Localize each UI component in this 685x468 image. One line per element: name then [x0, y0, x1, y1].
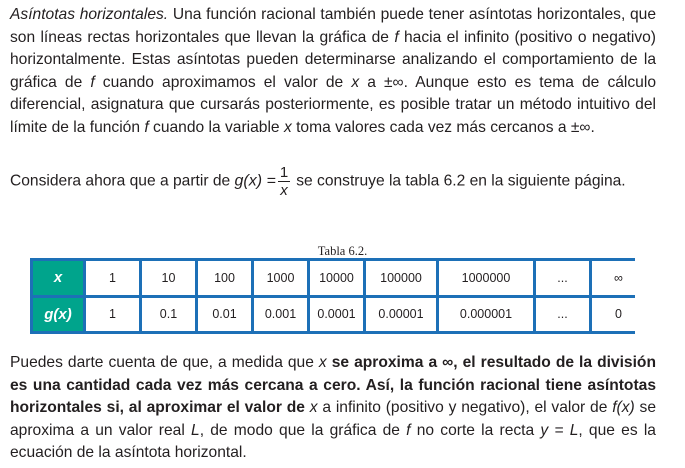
text-run: Puedes darte cuenta de que, a medida que — [10, 354, 319, 371]
text-run: Una función racional también puede tener asíntotas horizontales, que son líneas rectas horizontales que llevan la gráfica de — [10, 6, 656, 46]
text-run: cuando aproximamos el valor de — [94, 73, 352, 91]
row-header-gx: g(x) — [33, 298, 83, 332]
var-x: x — [283, 118, 292, 136]
var-x: x — [309, 399, 318, 417]
var-x: x — [318, 354, 327, 371]
var-x: x — [351, 73, 360, 91]
table-cell: 100 — [198, 261, 251, 295]
term-heading: Asíntotas horizontales. — [10, 6, 169, 23]
table-cell: 0 — [592, 298, 645, 332]
var-f: f — [144, 118, 149, 136]
table-cell: 1000000 — [439, 261, 533, 295]
paragraph-conclusion — [10, 352, 656, 465]
text-run: Considera ahora que a partir de — [10, 172, 231, 190]
table-cell: 0.01 — [198, 298, 251, 332]
text-run: , de modo que la gráfica de — [199, 421, 407, 439]
text-run: , que es la ecuación de la asíntota horizontal. — [10, 421, 656, 462]
table-cell: 0.001 — [254, 298, 307, 332]
paragraph-horizontal-asymptotes — [10, 4, 656, 140]
table-cell: 1000 — [254, 261, 307, 295]
table-cell: 0.00001 — [366, 298, 436, 332]
table-cell: 1 — [86, 298, 139, 332]
var-f: f — [406, 421, 411, 439]
text-run: toma valores cada vez más cercanos a ±∞. — [291, 118, 595, 136]
values-table — [30, 258, 635, 334]
table-cell: 1 — [86, 261, 139, 295]
fraction-numerator: 1 — [279, 164, 289, 181]
table-cell: ... — [536, 261, 589, 295]
table-cell: 100000 — [366, 261, 436, 295]
paragraph-consider-function — [10, 164, 660, 199]
row-header-x: x — [33, 261, 83, 295]
text-run: a infinito (positivo y negativo), el valor de — [317, 399, 613, 417]
text-run: se aproxima a ∞, el resultado de la división es una cantidad cada vez más cercana a cero. Así, la función racional tiene asíntotas horizontales si, al aproximar el valor de — [10, 354, 656, 417]
table-cell: 0.1 — [142, 298, 195, 332]
var-f: f — [394, 28, 399, 46]
table-cell: 10000 — [310, 261, 363, 295]
var-L: L — [191, 421, 200, 439]
text-run: hacia el infinito (positivo o negativo) horizontalmente. Estas asíntotas pueden determinarse analizando el comportamiento de la gráfica de — [10, 28, 657, 91]
table-cell: ... — [536, 298, 589, 332]
text-run: a ±∞. Aunque esto es tema de cálculo diferencial, asignatura que cursarás posteriormente, es posible tratar un método intuitivo del límite de la función — [10, 73, 656, 136]
fraction-one-over-x — [278, 164, 290, 199]
function-g-label: g(x) = — [234, 172, 276, 190]
table-caption: Tabla 6.2. — [317, 244, 368, 258]
table-cell: ∞ — [592, 261, 645, 295]
table-cell: 0.000001 — [439, 298, 533, 332]
text-run: no corte la recta — [410, 421, 541, 439]
var-f: f — [90, 73, 95, 91]
equation-y-eq-L: y = L — [540, 421, 579, 439]
text-run: se aproxima a un valor real — [10, 399, 656, 439]
table-cell: 10 — [142, 261, 195, 295]
var-fx: f(x) — [612, 399, 635, 417]
text-run: cuando la variable — [148, 118, 284, 136]
fraction-denominator: x — [280, 182, 288, 199]
table-cell: 0.0001 — [310, 298, 363, 332]
text-run: se construye la tabla 6.2 en la siguiente página. — [296, 172, 626, 190]
